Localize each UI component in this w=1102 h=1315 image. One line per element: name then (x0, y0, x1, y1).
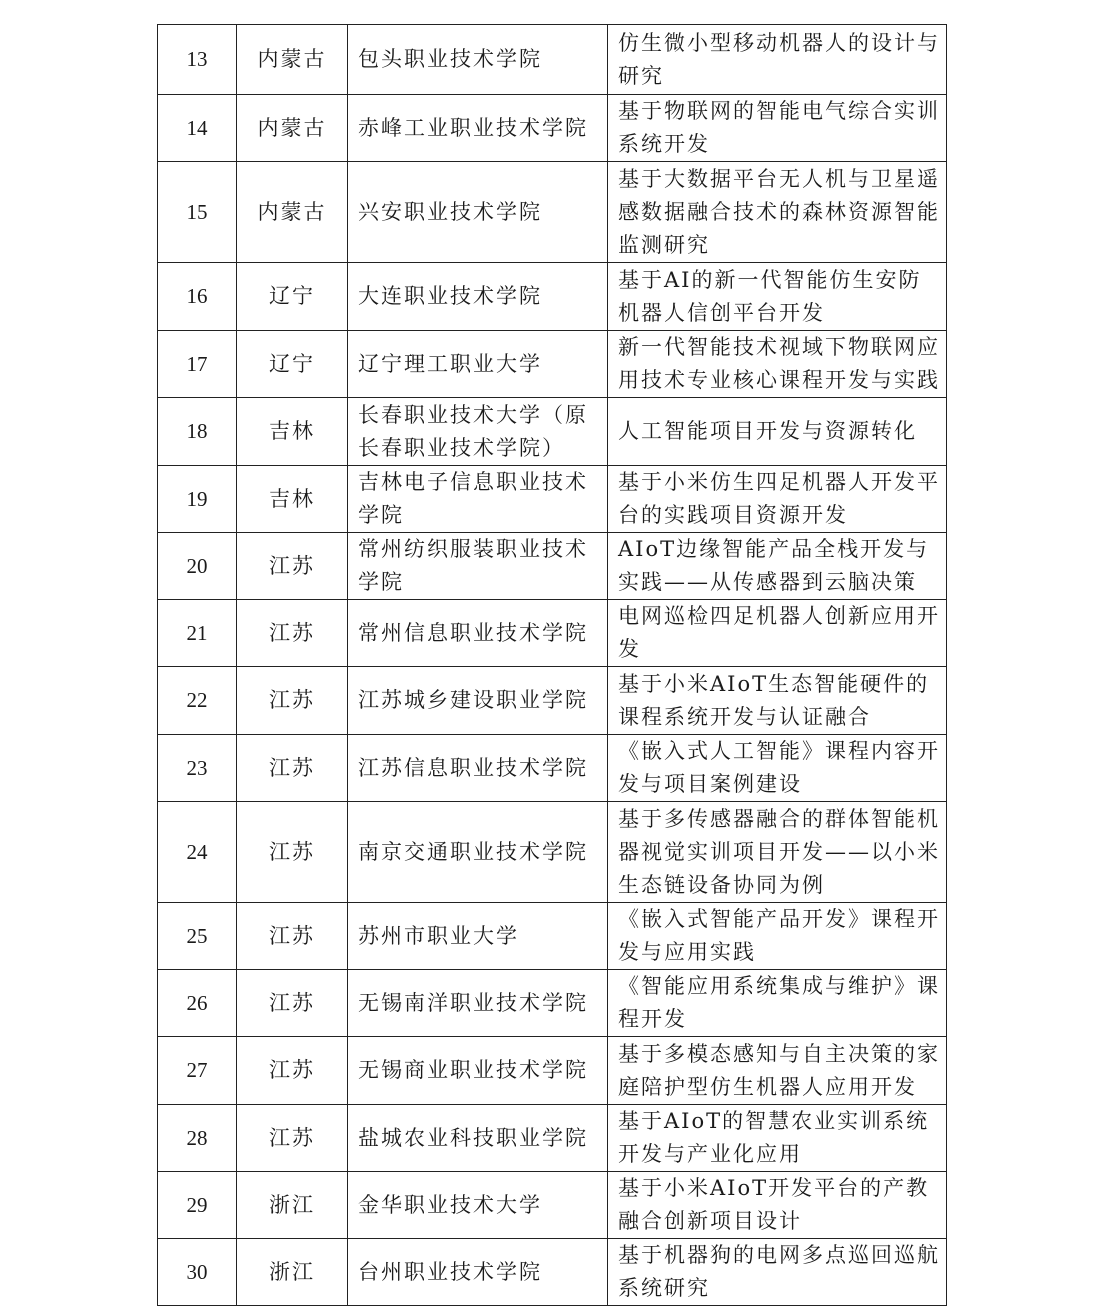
row-school: 兴安职业技术学院 (348, 162, 608, 263)
row-school: 无锡南洋职业技术学院 (348, 970, 608, 1037)
row-province: 浙江 (237, 1239, 348, 1306)
table-row (158, 1172, 947, 1239)
row-province: 江苏 (237, 970, 348, 1037)
row-school: 吉林电子信息职业技术学院 (348, 466, 608, 533)
row-number: 15 (158, 162, 237, 263)
row-topic: 基于多模态感知与自主决策的家庭陪护型仿生机器人应用开发 (608, 1037, 947, 1105)
row-number: 16 (158, 263, 237, 331)
row-school: 辽宁理工职业大学 (348, 331, 608, 398)
row-topic: 基于多传感器融合的群体智能机器视觉实训项目开发——以小米生态链设备协同为例 (608, 802, 947, 903)
table-row (158, 466, 947, 533)
row-province: 江苏 (237, 533, 348, 600)
row-province: 辽宁 (237, 331, 348, 398)
row-number: 28 (158, 1105, 237, 1172)
row-topic: 《智能应用系统集成与维护》课程开发 (608, 970, 947, 1037)
row-number: 13 (158, 25, 237, 95)
row-province: 江苏 (237, 600, 348, 667)
row-school: 台州职业技术学院 (348, 1239, 608, 1306)
table-row (158, 1105, 947, 1172)
table-row (158, 95, 947, 162)
table-row (158, 1037, 947, 1105)
row-topic: 基于小米仿生四足机器人开发平台的实践项目资源开发 (608, 466, 947, 533)
row-number: 29 (158, 1172, 237, 1239)
row-number: 30 (158, 1239, 237, 1306)
row-province: 浙江 (237, 1172, 348, 1239)
row-school: 盐城农业科技职业学院 (348, 1105, 608, 1172)
row-topic: AIoT边缘智能产品全栈开发与实践——从传感器到云脑决策 (608, 533, 947, 600)
row-topic: 基于小米AIoT开发平台的产教融合创新项目设计 (608, 1172, 947, 1239)
row-school: 赤峰工业职业技术学院 (348, 95, 608, 162)
row-number: 21 (158, 600, 237, 667)
row-number: 23 (158, 735, 237, 802)
row-school: 常州信息职业技术学院 (348, 600, 608, 667)
table-row (158, 1239, 947, 1306)
row-number: 24 (158, 802, 237, 903)
table-row (158, 600, 947, 667)
row-province: 内蒙古 (237, 95, 348, 162)
row-topic: 基于大数据平台无人机与卫星遥感数据融合技术的森林资源智能监测研究 (608, 162, 947, 263)
row-school: 包头职业技术学院 (348, 25, 608, 95)
row-number: 19 (158, 466, 237, 533)
row-topic: 《嵌入式人工智能》课程内容开发与项目案例建设 (608, 735, 947, 802)
table-row (158, 25, 947, 95)
row-school: 江苏城乡建设职业学院 (348, 667, 608, 735)
row-province: 江苏 (237, 1037, 348, 1105)
row-topic: 仿生微小型移动机器人的设计与研究 (608, 25, 947, 95)
row-number: 18 (158, 398, 237, 466)
row-province: 吉林 (237, 398, 348, 466)
table-row (158, 162, 947, 263)
row-province: 辽宁 (237, 263, 348, 331)
table-row (158, 331, 947, 398)
row-school: 南京交通职业技术学院 (348, 802, 608, 903)
row-province: 江苏 (237, 802, 348, 903)
row-school: 无锡商业职业技术学院 (348, 1037, 608, 1105)
row-province: 江苏 (237, 735, 348, 802)
row-province: 江苏 (237, 903, 348, 970)
project-table (157, 24, 947, 1306)
row-number: 20 (158, 533, 237, 600)
table-row (158, 802, 947, 903)
table-row (158, 735, 947, 802)
row-school: 长春职业技术大学（原长春职业技术学院） (348, 398, 608, 466)
row-topic: 基于小米AIoT生态智能硬件的课程系统开发与认证融合 (608, 667, 947, 735)
row-topic: 基于物联网的智能电气综合实训系统开发 (608, 95, 947, 162)
row-topic: 新一代智能技术视域下物联网应用技术专业核心课程开发与实践 (608, 331, 947, 398)
row-topic: 基于AIoT的智慧农业实训系统开发与产业化应用 (608, 1105, 947, 1172)
row-topic: 人工智能项目开发与资源转化 (608, 398, 947, 466)
row-number: 27 (158, 1037, 237, 1105)
row-school: 金华职业技术大学 (348, 1172, 608, 1239)
row-province: 吉林 (237, 466, 348, 533)
table-row (158, 970, 947, 1037)
row-province: 江苏 (237, 667, 348, 735)
table-row (158, 263, 947, 331)
row-school: 江苏信息职业技术学院 (348, 735, 608, 802)
row-number: 25 (158, 903, 237, 970)
row-number: 26 (158, 970, 237, 1037)
row-topic: 《嵌入式智能产品开发》课程开发与应用实践 (608, 903, 947, 970)
row-province: 内蒙古 (237, 25, 348, 95)
row-number: 22 (158, 667, 237, 735)
row-number: 14 (158, 95, 237, 162)
row-topic: 基于机器狗的电网多点巡回巡航系统研究 (608, 1239, 947, 1306)
row-province: 内蒙古 (237, 162, 348, 263)
row-school: 大连职业技术学院 (348, 263, 608, 331)
row-school: 常州纺织服装职业技术学院 (348, 533, 608, 600)
row-province: 江苏 (237, 1105, 348, 1172)
row-topic: 电网巡检四足机器人创新应用开发 (608, 600, 947, 667)
table-row (158, 533, 947, 600)
table-row (158, 398, 947, 466)
row-topic: 基于AI的新一代智能仿生安防机器人信创平台开发 (608, 263, 947, 331)
table-row (158, 903, 947, 970)
table-row (158, 667, 947, 735)
row-school: 苏州市职业大学 (348, 903, 608, 970)
row-number: 17 (158, 331, 237, 398)
